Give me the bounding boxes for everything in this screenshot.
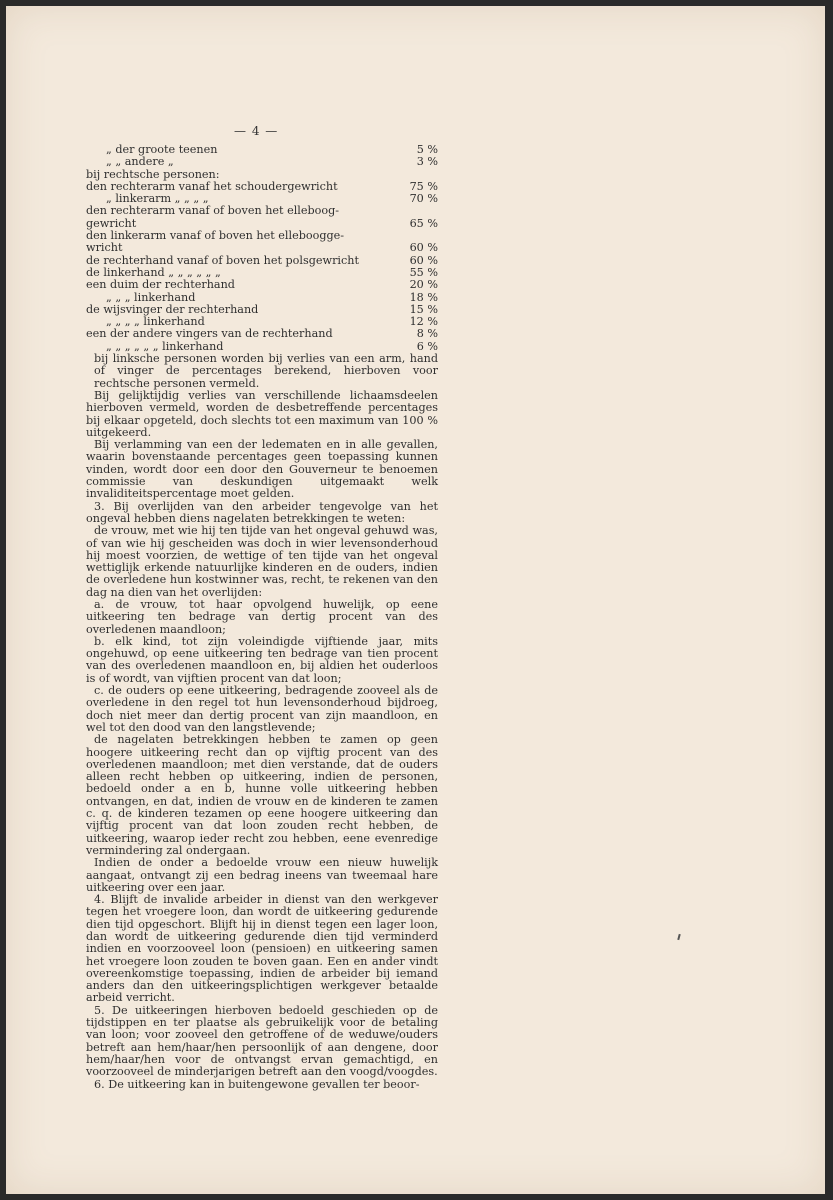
- page-number: — 4 —: [234, 124, 279, 138]
- percentage-row: [86, 205, 438, 217]
- body-part-label: bij rechtsche personen:: [86, 167, 220, 181]
- percentage-value: 5 %: [416, 143, 438, 156]
- paragraph: Bij gelijktijdig verlies van verschillende lichaamsdeelen hierboven vermeld, worden de desbetreffende percentages bij elkaar opgeteld, doch slechts tot een maximum van 100 % uitgekeerd.: [86, 388, 438, 439]
- percentage-value: 18 %: [409, 290, 438, 304]
- body-part-label: „ „ „ „ „ „ linkerhand: [106, 339, 224, 353]
- paragraph: c. de ouders op eene uitkeering, bedragende zooveel als de overledene in den regel tot hun levensonderhoud bijdroeg, doch niet meer dan dertig procent van zijn maandloon, en wel tot den dood van den langstlevende;: [86, 684, 438, 734]
- percentage-value: 12 %: [409, 315, 438, 329]
- percentage-value: 3 %: [416, 155, 438, 169]
- paragraph: bij linksche personen worden bij verlies van een arm, hand of vinger de percentages berekend, hierboven voor rechtsche personen vermeld.: [94, 352, 438, 390]
- body-paragraphs: [86, 353, 438, 1091]
- paragraph: Indien de onder a bedoelde vrouw een nieuw huwelijk aangaat, ontvangt zij een bedrag ineens van tweemaal hare uitkeering over een jaar.: [86, 856, 438, 894]
- body-part-label: den linkerarm vanaf of boven het ellebooggе-: [86, 229, 345, 243]
- body-part-label: „ der groote teenen: [106, 143, 218, 156]
- page-body: [86, 144, 438, 1091]
- body-part-label: een duim der rechterhand: [86, 278, 235, 292]
- percentage-value: 60 %: [409, 241, 438, 255]
- body-part-label: de wijsvinger der rechterhand: [86, 302, 259, 316]
- body-part-label: „ „ andere „: [106, 155, 174, 169]
- body-part-label: den rechterarm vanaf het schoudergewricht: [86, 179, 338, 193]
- paragraph: 5. De uitkeeringen hierboven bedoeld geschieden op de tijdstippen en ter plaatse als gebruikelijk voor de betaling van loon; voor zooveel den getroffene of de weduwe/ouders betreft aan hem/haar/hen persoonlijk of aan dengene, door hem/haar/hen voor de ontvangst ervan gemachtigd, en voorzooveel de minderjarigen betreft aan den voogd/voogdes.: [86, 1003, 438, 1079]
- paragraph: b. elk kind, tot zijn voleindigde vijftiende jaar, mits ongehuwd, op eene uitkeering ten bedrage van tien procent van des overledenen maandloon en, bij aldien het ouderloos is of wordt, van vijftien procent van dat loon;: [86, 634, 438, 685]
- document-page: [6, 6, 825, 1194]
- percentage-row: [86, 156, 438, 168]
- percentage-value: 65 %: [409, 216, 438, 230]
- paragraph: de nagelaten betrekkingen hebben te zamen op geen hoogere uitkeering recht dan op vijftig procent van des overledenen maandloon; met dien verstande, dat de ouders alleen recht hebben op uitkeering, indien de personen, bedoeld onder a en b, hunne volle uitkeering hebben ontvangen, en dat, indien de vrouw en de kinderen te zamen c. q. de kinderen tezamen op eene hoogere uitkeering dan vijftig procent van dat loon zouden recht hebben, de uitkeering, waarop ieder recht zou hebben, eene evenredige vermindering zal ondergaan.: [86, 733, 438, 857]
- percentage-value: 75 %: [409, 179, 438, 193]
- paragraph: a. de vrouw, tot haar opvolgend huwelijk, op eene uitkeering ten bedrage van dertig procent van des overledenen maandloon;: [86, 597, 438, 636]
- percentage-row: [86, 279, 438, 291]
- body-part-label: „ linkerarm „ „ „ „: [106, 192, 209, 206]
- body-part-label: de rechterhand vanaf of boven het polsgewricht: [86, 253, 359, 267]
- body-part-label: de linkerhand „ „ „ „ „ „: [86, 265, 221, 279]
- percentage-value: 15 %: [409, 302, 438, 316]
- paragraph: 3. Bij overlijden van den arbeider tengevolge van het ongeval hebben diens nagelaten betrekkingen te weten:: [86, 499, 438, 525]
- percentage-value: 70 %: [409, 192, 438, 206]
- paragraph: 6. De uitkeering kan in buitengewone gevallen ter beoor-: [94, 1077, 420, 1091]
- percentage-value: 6 %: [416, 339, 438, 353]
- percentage-value: 60 %: [409, 253, 438, 267]
- percentage-value: 55 %: [409, 265, 438, 279]
- body-part-label: „ „ „ „ linkerhand: [106, 315, 205, 329]
- body-part-label: een der andere vingers van de rechterhand: [86, 327, 333, 341]
- percentage-row: [86, 242, 438, 254]
- body-part-label: gewricht: [86, 216, 137, 230]
- body-part-label: „ „ „ linkerhand: [106, 290, 196, 304]
- body-part-label: den rechterarm vanaf of boven het elleboog-: [86, 204, 340, 218]
- percentage-value: 20 %: [409, 278, 438, 292]
- percentage-value: 8 %: [416, 327, 438, 341]
- body-part-label: wricht: [86, 241, 123, 255]
- paragraph: 4. Blijft de invalide arbeider in dienst van den werkgever tegen het vroegere loon, dan wordt de uitkeering gedurende dien tijd opgeschort. Blijft hij in dienst tegen een lager loon, dan wordt de uitkeering gedurende dien tijd verminderd indien en voorzooveel loon (pensioen) en uitkeering samen het vroegere loon zouden te boven gaan. Een en ander vindt overeenkomstige toepassing, indien de arbeider bij iemand anders dan den uitkeeringsplichtigen werkgever betaalde arbeid verricht.: [86, 893, 438, 1005]
- percentage-row: [86, 230, 438, 242]
- percentage-row: [86, 292, 438, 304]
- percentage-value: [398, 205, 438, 217]
- percentage-row: [86, 328, 438, 340]
- stray-ink-mark: [677, 934, 680, 940]
- percentage-table: [86, 144, 438, 353]
- paragraph: Bij verlamming van een der ledematen en in alle gevallen, waarin bovenstaande percentages geen toepassing kunnen vinden, wordt door een door den Gouverneur te benoemen commissie van deskundigen uitgemaakt welk invaliditeitspercentage moet gelden.: [86, 438, 438, 501]
- paragraph: de vrouw, met wie hij ten tijde van het ongeval gehuwd was, of van wie hij gescheiden was doch in wier levensonderhoud hij moest voorzien, de wettige of ten tijde van het ongeval wettiglijk erkende natuurlijke kinderen en de ouders, indien de overledene hun kostwinner was, recht, te rekenen van den dag na dien van het overlijden:: [86, 524, 438, 599]
